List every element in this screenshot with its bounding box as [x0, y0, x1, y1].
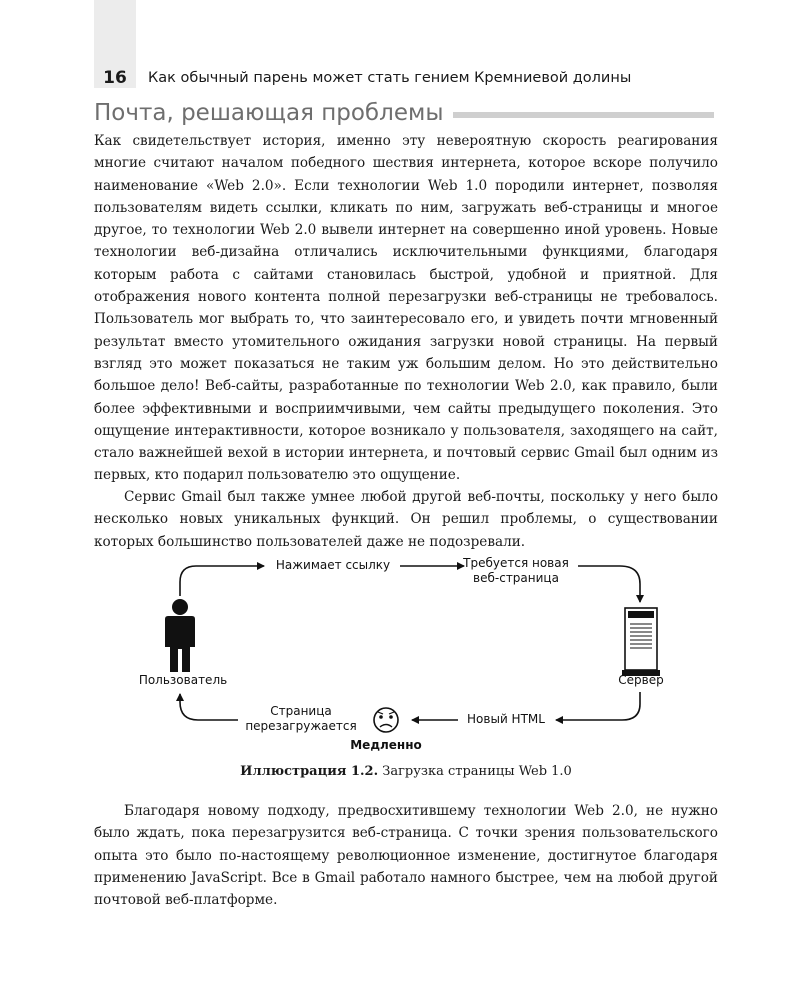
label-page-reloads: [236, 704, 366, 734]
page-number: 16: [103, 68, 127, 88]
title-rule: [453, 112, 714, 118]
label-server: Сервер: [618, 673, 664, 687]
paragraph-1: Как свидетельствует история, именно эту невероятную скорость реагирования многие считают началом победного шествия интернета, которое вскоре получило наименование «Web 2.0». Если технологии Web 1.0 породили интернет, позволяя пользователям видеть ссылки, кликать по ним, загружать веб-страницы и многое другое, то технологии Web 2.0 вывели интернет на совершенно иной уровень. Новые технологии веб-дизайна отличались исключительными функциями, благодаря которым работа с сайтами становилась быстрой, удобной и приятной. Для отображения нового контента полной перезагрузки веб-страницы не требовалось. Пользователь мог выбрать то, что заинтересовало его, и увидеть почти мгновенный результат вместо утомительного ожидания загрузки новой страницы. На первый взгляд это может показаться не таким уж большим делом. Но это действительно большое дело! Веб-сайты, разработанные по технологии Web 2.0, как правило, были более эффективными и восприимчивыми, чем сайты предыдущего поколения. Это ощущение интерактивности, которое возникало у пользователя, заходящего на сайт, стало важнейшей вехой в истории интернета, и почтовый сервис Gmail был одним из первых, кто подарил пользователю это ощущение.: [94, 133, 718, 484]
label-new-page-line1: Требуется новая: [463, 556, 569, 570]
arrow-user-to-click: [180, 566, 264, 596]
arrow-reload-to-user: [180, 694, 238, 720]
running-header: [94, 66, 724, 90]
section-title: Почта, решающая проблемы: [94, 100, 444, 126]
running-title: Как обычный парень может стать гением Кремниевой долины: [148, 70, 632, 86]
label-slow: Медленно: [350, 738, 422, 752]
label-clicks-link: Нажимает ссылку: [275, 558, 391, 572]
arrow-server-to-html: [556, 692, 640, 720]
label-reload-line1: Страница: [270, 704, 332, 718]
person-icon: [165, 599, 195, 672]
diagram-canvas: [128, 552, 688, 762]
figure-web1-page-load: [128, 552, 688, 762]
arrow-request-to-server: [578, 566, 640, 602]
label-new-page-line2: веб-страница: [473, 571, 559, 585]
label-new-html: Новый HTML: [467, 712, 545, 726]
label-reload-line2: перезагружается: [245, 719, 357, 733]
sad-face-icon: [374, 708, 398, 732]
label-user: Пользователь: [138, 673, 228, 687]
caption-text: Загрузка страницы Web 1.0: [382, 764, 572, 779]
paragraph-2: Сервис Gmail был также умнее любой другой веб-почты, поскольку у него было несколько новых уникальных функций. Он решил проблемы, о существовании которых большинство пользователей даже не подозревали.: [94, 489, 718, 550]
paragraph-3: Благодаря новому подходу, предвосхитившему технологии Web 2.0, не нужно было ждать, пока перезагрузится веб-страница. С точки зрения пользовательского опыта это было по-настоящему революционное изменение, достигнутое благодаря применению JavaScript. Все в Gmail работало намного быстрее, чем на любой другой почтовой веб-платформе.: [94, 803, 718, 909]
figure-caption: [94, 764, 718, 779]
section-heading: [94, 96, 714, 130]
label-new-page-required: [456, 556, 576, 586]
caption-label: Иллюстрация 1.2.: [240, 764, 379, 779]
server-icon: [622, 608, 660, 676]
